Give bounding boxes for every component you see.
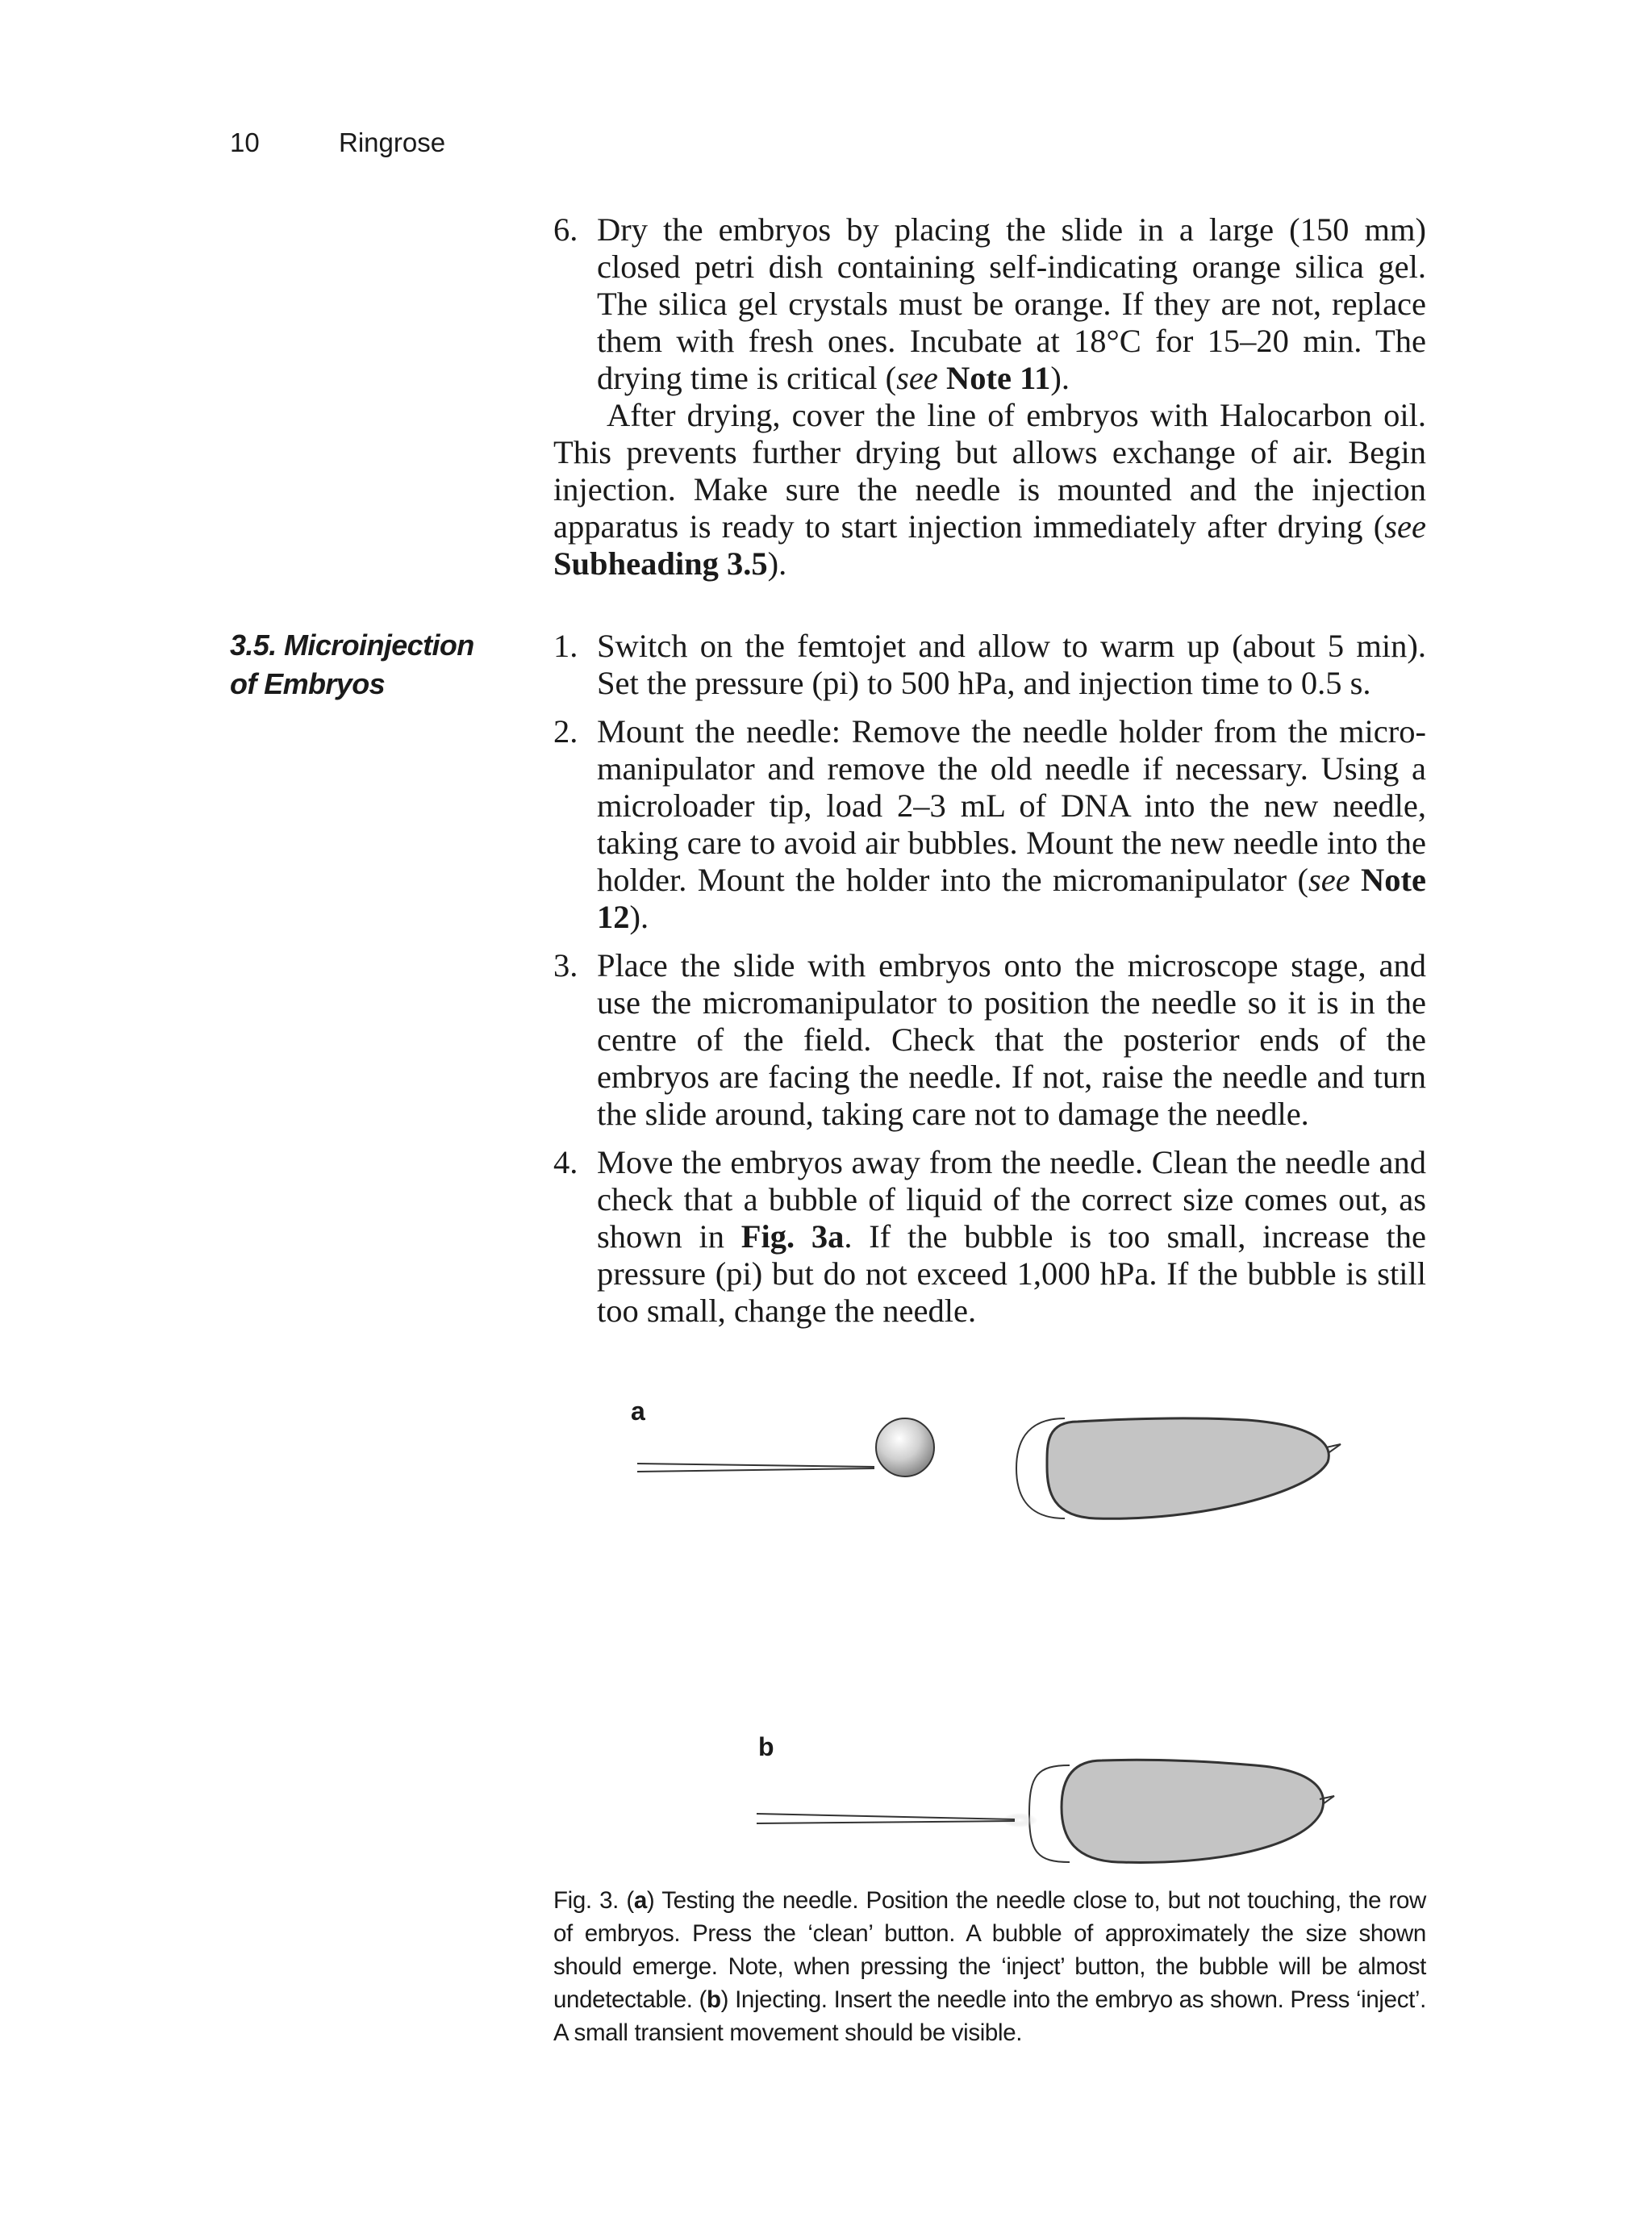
- embryo: [1002, 1760, 1334, 1862]
- item-text-end: ).: [1050, 360, 1070, 396]
- step-6-block: [553, 211, 1426, 583]
- note-ref[interactable]: Note 12: [597, 862, 1426, 935]
- needle: [637, 1464, 874, 1472]
- caption-panel-a: a: [633, 1887, 647, 1914]
- item-text-end: ).: [629, 899, 649, 935]
- running-author: Ringrose: [339, 127, 446, 157]
- item-text-main: Dry the embryos by placing the slide in a large (150 mm) closed petri dish containing self-indicating orange silica gel. The silica gel crystals must be orange. If they are not, replace them with fresh ones. Incubate at 18°C for 15–20 min. The drying time is critical (: [597, 211, 1426, 396]
- item-text: Place the slide with embryos onto the microscope stage, and use the micromanipulator to position the needle so it is in the centre of the field. Check that the posterior ends of the embryos are facing the needle. If not, raise the needle and turn the slide around, taking care not to damage the needle.: [597, 947, 1426, 1132]
- list-item: [553, 713, 1426, 936]
- section-heading-line: of Embryos: [230, 667, 386, 700]
- section-heading-line: 3.5. Microinjection: [230, 629, 474, 662]
- item-text-main: Mount the needle: Remove the needle holder from the micro-manipulator and remove the old needle if necessary. Using a microloader tip, load 2–3 mL of DNA into the new needle, taking care to avoid air bubbles. Mount the new needle into the holder. Mount the holder into the micromanipulator (: [597, 713, 1426, 898]
- see-word: see: [896, 360, 938, 396]
- bubble: [876, 1418, 934, 1476]
- needle: [757, 1814, 1015, 1823]
- item-number: 2.: [553, 713, 578, 750]
- section-steps: [553, 628, 1426, 1341]
- note-ref[interactable]: Note 11: [946, 360, 1051, 396]
- figure-3: [553, 1372, 1360, 1888]
- item-text: [597, 713, 1426, 936]
- paragraph: [553, 397, 1426, 583]
- caption-b-text: ) Injecting. Insert the needle into the embryo as shown. Press ‘inject’. A small transient movement should be visible.: [553, 1986, 1426, 2046]
- see-word: see: [1384, 508, 1426, 545]
- caption-panel-b: b: [707, 1986, 721, 2013]
- panel-b: [757, 1732, 1334, 1862]
- figure-caption: [553, 1884, 1426, 2049]
- item-text: [597, 1144, 1426, 1330]
- panel-b-label: b: [758, 1732, 774, 1761]
- item-text: Switch on the femtojet and allow to warm up (about 5 min). Set the pressure (pi) to 500 hPa, and injection time to 0.5 s.: [597, 628, 1426, 701]
- section-heading: [230, 626, 474, 704]
- paragraph-end: ).: [767, 545, 787, 582]
- list-item: [553, 628, 1426, 702]
- paragraph-text: After drying, cover the line of embryos with Halocarbon oil. This prevents further drying but allows exchange of air. Begin injection. Make sure the needle is mounted and the injection apparatus is ready to start injection immediately after drying (: [553, 397, 1426, 545]
- caption-text: [553, 1884, 1426, 2049]
- figure-ref[interactable]: Fig. 3a: [740, 1218, 845, 1255]
- item-number: 6.: [553, 211, 578, 248]
- item-number: 1.: [553, 628, 578, 664]
- caption-prefix: Fig. 3. (: [553, 1887, 634, 1914]
- injection-tip-glow: [1002, 1813, 1037, 1827]
- list-item: [553, 1144, 1426, 1330]
- panel-a-label: a: [631, 1397, 645, 1426]
- item-text: [597, 211, 1426, 397]
- subheading-ref[interactable]: Subheading 3.5: [553, 545, 768, 582]
- figure-illustration: [553, 1372, 1360, 1888]
- panel-a: [631, 1397, 1341, 1518]
- item-text-main: Move the embryos away from the needle. Clean the needle and check that a bubble of liquid of the correct size comes out, as shown in: [597, 1144, 1426, 1255]
- page-number: 10: [230, 127, 260, 157]
- running-head: [230, 127, 445, 158]
- list-item: [553, 947, 1426, 1133]
- item-text-end: . If the bubble is too small, increase the pressure (pi) but do not exceed 1,000 hPa. If the bubble is still too small, change the needle.: [597, 1218, 1426, 1329]
- see-word: see: [1308, 862, 1350, 898]
- caption-a-text: ) Testing the needle. Position the needle close to, but not touching, the row of embryos. Press the ‘clean’ button. A bubble of approximately the size shown should emerge. Note, when pressing the ‘inject’ button, the bubble will be almost undetectable. (: [553, 1887, 1426, 2013]
- list-item: [553, 211, 1426, 397]
- item-number: 3.: [553, 947, 578, 984]
- embryo: [1016, 1418, 1341, 1518]
- item-number: 4.: [553, 1144, 578, 1180]
